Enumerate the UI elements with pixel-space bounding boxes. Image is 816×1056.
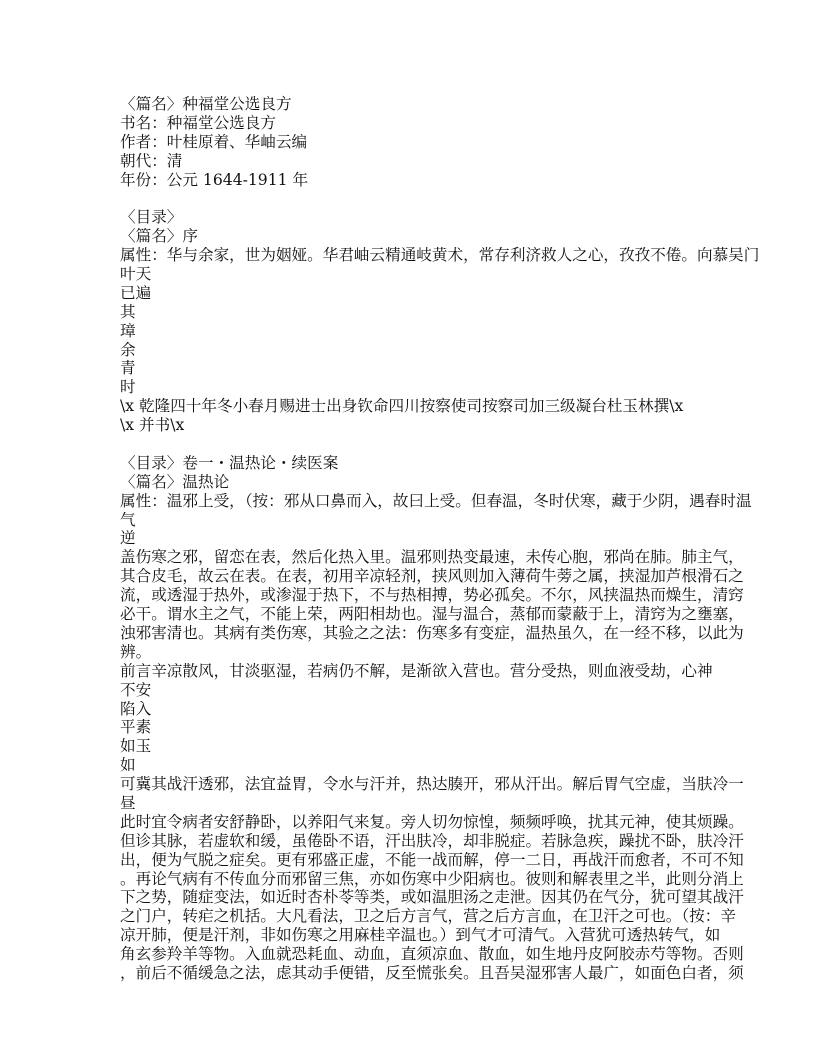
text-line: 书名：种福堂公选良方 bbox=[120, 113, 276, 132]
text-line: 之门户，转疟之机括。大凡看法，卫之后方言气，营之后方言血，在卫汗之可也。（按：辛 bbox=[120, 907, 736, 926]
text-line: 青 bbox=[120, 359, 136, 378]
text-line: 已遍 bbox=[120, 283, 152, 302]
text-line: 出，便为气脱之症矣。更有邪盛正虚，不能一战而解，停一二日，再战汗而愈者，不可不知 bbox=[120, 850, 744, 869]
text-line: 璋 bbox=[120, 321, 136, 340]
text-line: 。再论气病有不传血分而邪留三焦，亦如伤寒中少阳病也。彼则和解表里之半，此则分消上 bbox=[120, 869, 744, 888]
text-line: 浊邪害清也。其病有类伤寒，其验之之法：伤寒多有变症，温热虽久，在一经不移，以此为 bbox=[120, 623, 744, 642]
text-line: 朝代：清 bbox=[120, 151, 183, 170]
text-line: 叶天 bbox=[120, 265, 152, 284]
text-line: 〈目录〉卷一・温热论・续医案 bbox=[120, 453, 339, 472]
text-line: 逆 bbox=[120, 529, 136, 548]
text-line: \x 并书\x bbox=[120, 416, 185, 435]
text-line: 但诊其脉，若虚软和缓，虽倦卧不语，汗出肤冷，却非脱症。若脉急疾，躁扰不卧，肤冷汗 bbox=[120, 831, 744, 850]
text-line: 〈篇名〉序 bbox=[120, 227, 198, 246]
text-line: 属性：温邪上受，（按：邪从口鼻而入，故曰上受。但春温，冬时伏寒，藏于少阴，遇春时温 bbox=[120, 491, 752, 510]
text-line: 如玉 bbox=[120, 737, 152, 756]
text-line: 前言辛凉散风，甘淡驱湿，若病仍不解，是渐欲入营也。营分受热，则血液受劫，心神 bbox=[120, 661, 713, 680]
text-line: 年份：公元 1644-1911 年 bbox=[120, 170, 309, 189]
text-line: ，前后不循缓急之法，虑其动手便错，反至慌张矣。且吾吴湿邪害人最广，如面色白者，须 bbox=[120, 963, 744, 982]
text-line: 昼 bbox=[120, 793, 136, 812]
blank-line bbox=[120, 189, 720, 208]
text-line: 下之势，随症变法，如近时杏朴苓等类，或如温胆汤之走泄。因其仍在气分，犹可望其战汗 bbox=[120, 888, 744, 907]
text-line: 其 bbox=[120, 302, 136, 321]
text-line: 盖伤寒之邪，留恋在表，然后化热入里。温邪则热变最速，未传心胞，邪尚在肺。肺主气， bbox=[120, 548, 744, 567]
text-line: 陷入 bbox=[120, 699, 152, 718]
text-line: 凉开肺，便是汗剂，非如伤寒之用麻桂辛温也。）到气才可清气。入营犹可透热转气，如 bbox=[120, 926, 721, 945]
text-line: 作者：叶桂原着、华岫云编 bbox=[120, 132, 308, 151]
text-line: 如 bbox=[120, 756, 136, 775]
text-line: 不安 bbox=[120, 680, 152, 699]
text-line: 〈篇名〉温热论 bbox=[120, 472, 230, 491]
text-line: 流，或透湿于热外，或渗湿于热下，不与热相搏，势必孤矣。不尔，风挟温热而燥生，清窍 bbox=[120, 586, 744, 605]
text-line: 其合皮毛，故云在表。在表，初用辛凉轻剂，挟风则加入薄荷牛蒡之属，挟湿加芦根滑石之 bbox=[120, 567, 744, 586]
text-line: 时 bbox=[120, 378, 136, 397]
text-line: 属性：华与余家，世为姻娅。华君岫云精通岐黄术，常存利济救人之心，孜孜不倦。向慕吴门 bbox=[120, 246, 760, 265]
text-line: 〈篇名〉种福堂公选良方 bbox=[120, 95, 292, 113]
text-line: 辨。 bbox=[120, 642, 152, 661]
text-line: 气 bbox=[120, 510, 136, 529]
text-line: 角玄参羚羊等物。入血就恐耗血、动血，直须凉血、散血，如生地丹皮阿胶赤芍等物。否则 bbox=[120, 945, 744, 964]
text-line: \x 乾隆四十年冬小春月赐进士出身钦命四川按察使司按察司加三级凝台杜玉林撰\x bbox=[120, 397, 684, 416]
blank-line bbox=[120, 435, 720, 454]
text-line: 可冀其战汗透邪，法宜益胃，令水与汗并，热达腠开，邪从汗出。解后胃气空虚，当肤冷一 bbox=[120, 775, 744, 794]
text-line: 余 bbox=[120, 340, 136, 359]
text-line: 此时宜令病者安舒静卧，以养阳气来复。旁人切勿惊惶，频频呼唤，扰其元神，使其烦躁。 bbox=[120, 812, 744, 831]
text-line: 〈目录〉 bbox=[120, 208, 183, 227]
document-body bbox=[120, 95, 760, 983]
text-line: 必干。谓水主之气，不能上荣，两阳相劫也。湿与温合，蒸郁而蒙蔽于上，清窍为之壅塞， bbox=[120, 605, 744, 624]
text-line: 平素 bbox=[120, 718, 152, 737]
